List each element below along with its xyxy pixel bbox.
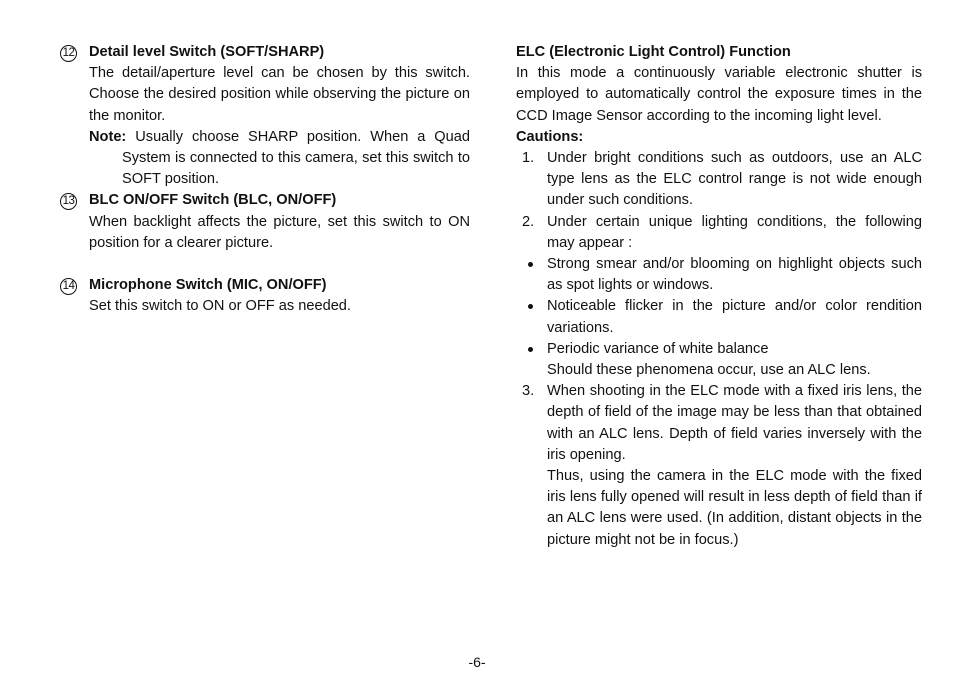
caution-marker-2: 2. — [522, 213, 535, 230]
section-blc-switch — [60, 190, 470, 254]
page-number: -6- — [468, 654, 486, 670]
bullet-item-smear: Strong smear and/or blooming on highlight objects such as spot lights or windows. — [516, 254, 922, 296]
bullet-item-white-balance: Periodic variance of white balance — [516, 339, 922, 360]
caution-text-3: When shooting in the ELC mode with a fixed iris lens, the depth of field of the image may be less than that obtained with an ALC lens. Depth of field varies inversely with the iris opening. — [547, 383, 922, 463]
caution-item-1 — [516, 148, 922, 212]
elc-intro: In this mode a continuously variable electronic shutter is employed to automatically control the exposure times in the CCD Image Sensor according to the incoming light level. — [516, 65, 922, 124]
section-detail-level — [60, 42, 470, 190]
note-detail-level — [89, 127, 470, 191]
caution-item-3-continued: Thus, using the camera in the ELC mode with the fixed iris lens fully opened will result in less depth of field than if an ALC lens were used. (In addition, distant objects in the picture might not be in focus.) — [547, 468, 922, 548]
section-title-blc-switch: BLC ON/OFF Switch (BLC, ON/OFF) — [89, 192, 337, 209]
note-label: Note: — [89, 128, 127, 145]
caution-text-1: Under bright conditions such as outdoors, use an ALC type lens as the ELC control range is not wide enough under such conditions. — [547, 150, 922, 209]
section-number-13: 13 — [60, 191, 77, 212]
bullet-dot — [528, 304, 533, 309]
cautions-list-continued — [516, 381, 922, 551]
section-body-blc-switch: When backlight affects the picture, set this switch to ON position for a clearer picture. — [89, 213, 470, 251]
section-title-microphone-switch: Microphone Switch (MIC, ON/OFF) — [89, 277, 327, 294]
right-column — [516, 42, 922, 551]
bullet-followup: Should these phenomena occur, use an ALC lens. — [547, 362, 871, 379]
caution-marker-1: 1. — [522, 150, 535, 167]
caution-item-3 — [516, 381, 922, 466]
caution-text-2: Under certain unique lighting conditions, the following may appear : — [547, 213, 922, 251]
section-title-detail-level: Detail level Switch (SOFT/SHARP) — [89, 44, 325, 60]
caution-item-2 — [516, 212, 922, 254]
section-body-microphone-switch: Set this switch to ON or OFF as needed. — [89, 298, 351, 315]
section-body-detail-level: The detail/aperture level can be chosen by this switch. Choose the desired position while observing the picture on the monitor. — [89, 65, 470, 124]
bullet-dot — [528, 262, 533, 267]
bullet-item-flicker: Noticeable flicker in the picture and/or color rendition variations. — [516, 296, 922, 338]
section-number-14: 14 — [60, 276, 77, 297]
left-column — [60, 42, 470, 317]
cautions-list — [516, 148, 922, 254]
cautions-label: Cautions: — [516, 128, 584, 145]
elc-title: ELC (Electronic Light Control) Function — [516, 44, 791, 60]
section-microphone-switch — [60, 275, 470, 317]
bullet-dot — [528, 347, 533, 352]
note-text: Usually choose SHARP position. When a Quad System is connected to this camera, set this switch to SOFT position. — [122, 128, 470, 188]
caution-marker-3: 3. — [522, 383, 535, 400]
section-number-12: 12 — [60, 43, 77, 64]
